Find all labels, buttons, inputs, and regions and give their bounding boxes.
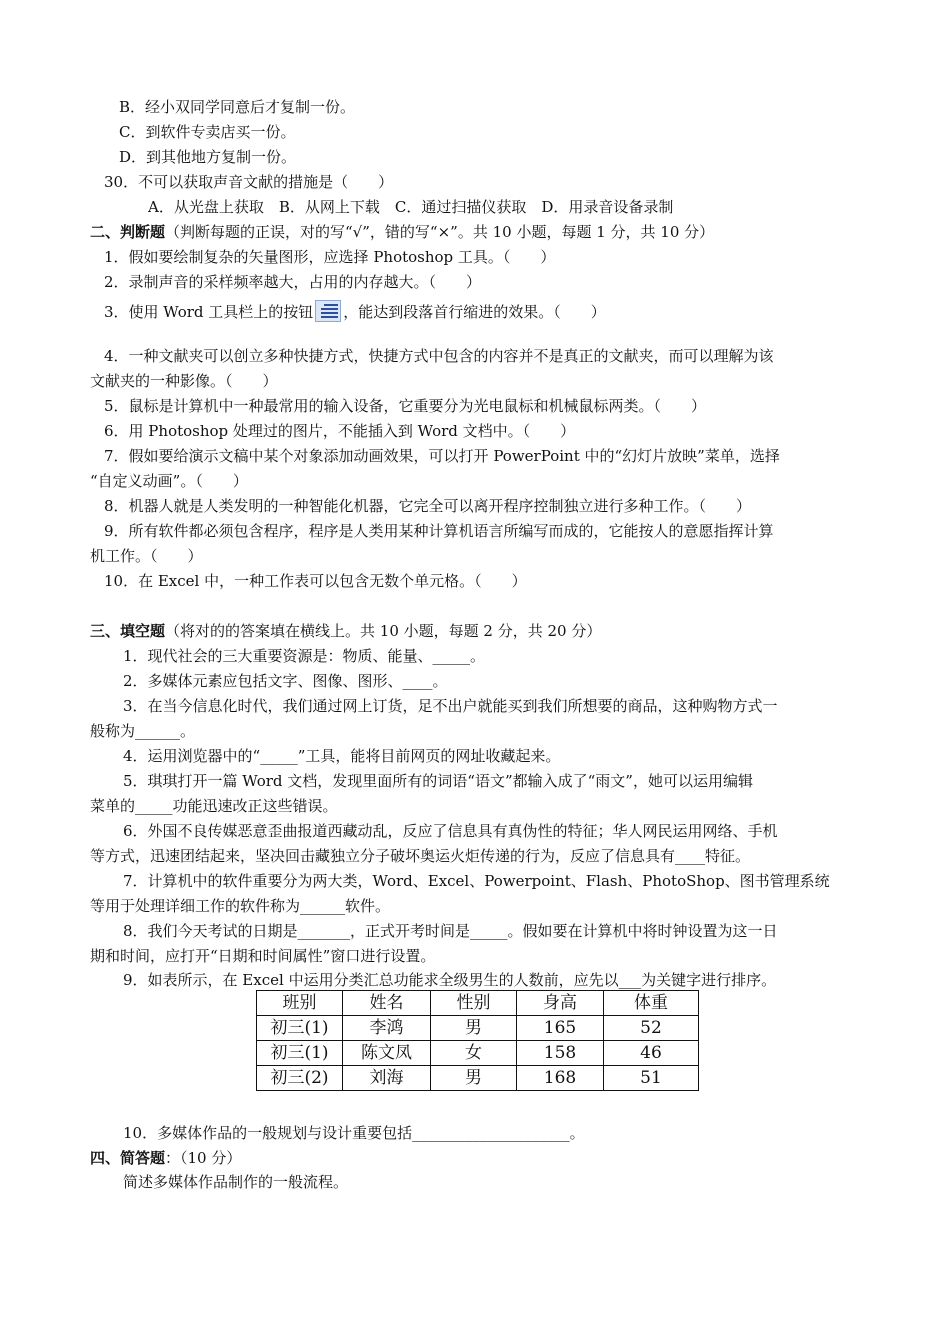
judge-4-line2: 文献夹的一种影像。（ ）	[90, 372, 278, 390]
judge-3	[104, 300, 606, 322]
table-header-row	[257, 991, 699, 1016]
fill-4: 4．运用浏览器中的“_____”工具，能将目前网页的网址收藏起来。	[123, 747, 561, 765]
table-cell: 165	[517, 1016, 604, 1041]
judge-3-text-b: ，能达到段落首行缩进的效果。（ ）	[343, 303, 606, 321]
fill-9: 9．如表所示，在 Excel 中运用分类汇总功能求全级男生的人数前，应先以___为关键字进行排序。	[123, 971, 777, 989]
short-answer-question: 简述多媒体作品制作的一般流程。	[123, 1173, 349, 1191]
fill-5-line1: 5．琪琪打开一篇 Word 文档，发现里面所有的词语“语文”都输入成了“雨文”，她可以运用编辑	[123, 772, 753, 790]
section-2-description: （判断每题的正误，对的写“√”，错的写“×”。共 10 小题，每题 1 分，共 10 分）	[165, 223, 715, 241]
fill-7-line1: 7．计算机中的软件重要分为两大类，Word、Excel、Powerpoint、Flash、PhotoShop、图书管理系统	[123, 872, 830, 890]
fill-6-line2: 等方式，迅速团结起来，坚决回击藏独立分子破坏奥运火炬传递的行为，反应了信息具有____特征。	[90, 847, 751, 865]
table-cell: 初三(2)	[257, 1066, 343, 1091]
option-c: C．到软件专卖店买一份。	[119, 123, 296, 141]
fill-10: 10．多媒体作品的一般规划与设计重要包括_____________________。	[123, 1124, 585, 1142]
section-3-title: 三、填空题	[90, 622, 166, 640]
student-table	[256, 990, 699, 1091]
judge-8: 8．机器人就是人类发明的一种智能化机器，它完全可以离开程序控制独立进行多种工作。（ ）	[104, 497, 752, 515]
fill-5-line2: 菜单的_____功能迅速改正这些错误。	[90, 797, 338, 815]
fill-1: 1．现代社会的三大重要资源是：物质、能量、_____。	[123, 647, 486, 665]
question-30: 30．不可以获取声音文献的措施是（ ）	[104, 173, 394, 191]
fill-8-line2: 期和时间，应打开“日期和时间属性”窗口进行设置。	[90, 947, 436, 965]
table-cell: 51	[604, 1066, 699, 1091]
table-cell: 52	[604, 1016, 699, 1041]
section-3-heading	[90, 621, 601, 641]
fill-7-line2: 等用于处理详细工作的软件称为______软件。	[90, 897, 391, 915]
table-row	[257, 1016, 699, 1041]
table-cell: 初三(1)	[257, 1041, 343, 1066]
fill-3-line2: 般称为______。	[90, 722, 196, 740]
section-4-description: ：（10 分）	[165, 1149, 242, 1167]
section-2-heading	[90, 222, 714, 242]
table-cell: 女	[431, 1041, 517, 1066]
question-30-options: A．从光盘上获取 B．从网上下载 C．通过扫描仪获取 D．用录音设备录制	[148, 198, 674, 216]
judge-1: 1．假如要绘制复杂的矢量图形，应选择 Photoshop 工具。（ ）	[104, 248, 556, 266]
fill-8-line1: 8．我们今天考试的日期是_______，正式开考时间是_____。假如要在计算机中将时钟设置为这一日	[123, 922, 778, 940]
judge-10: 10．在 Excel 中，一种工作表可以包含无数个单元格。（ ）	[104, 572, 527, 590]
section-4-title: 四、简答题	[90, 1149, 166, 1167]
section-2-title: 二、判断题	[90, 223, 166, 241]
judge-2: 2．录制声音的采样频率越大，占用的内存越大。（ ）	[104, 273, 482, 291]
judge-7-line2: “自定义动画”。（ ）	[90, 472, 248, 490]
fill-3-line1: 3．在当今信息化时代，我们通过网上订货，足不出户就能买到我们所想要的商品，这种购物方式一	[123, 697, 778, 715]
first-line-indent-icon	[315, 300, 341, 322]
judge-9-line1: 9．所有软件都必须包含程序，程序是人类用某种计算机语言所编写而成的，它能按人的意愿指挥计算	[104, 522, 774, 540]
table-header-cell: 班别	[257, 991, 343, 1016]
fill-2: 2．多媒体元素应包括文字、图像、图形、____。	[123, 672, 448, 690]
table-header-cell: 姓名	[343, 991, 431, 1016]
option-b: B．经小双同学同意后才复制一份。	[119, 98, 356, 116]
fill-6-line1: 6．外国不良传媒恶意歪曲报道西藏动乱，反应了信息具有真伪性的特征；华人网民运用网络、手机	[123, 822, 778, 840]
table-cell: 46	[604, 1041, 699, 1066]
table-cell: 刘海	[343, 1066, 431, 1091]
table-row	[257, 1041, 699, 1066]
table-cell: 158	[517, 1041, 604, 1066]
table-header-cell: 性别	[431, 991, 517, 1016]
judge-7-line1: 7．假如要给演示文稿中某个对象添加动画效果，可以打开 PowerPoint 中的“幻灯片放映”菜单，选择	[104, 447, 780, 465]
judge-3-text-a: 3．使用 Word 工具栏上的按钮	[104, 303, 314, 321]
table-header-cell: 体重	[604, 991, 699, 1016]
judge-5: 5．鼠标是计算机中一种最常用的输入设备，它重要分为光电鼠标和机械鼠标两类。（ ）	[104, 397, 707, 415]
table-cell: 男	[431, 1066, 517, 1091]
judge-4-line1: 4．一种文献夹可以创立多种快捷方式，快捷方式中包含的内容并不是真正的文献夹，而可以理解为该	[104, 347, 774, 365]
table-header-cell: 身高	[517, 991, 604, 1016]
table-row	[257, 1066, 699, 1091]
table-cell: 李鸿	[343, 1016, 431, 1041]
table-cell: 168	[517, 1066, 604, 1091]
option-d: D．到其他地方复制一份。	[119, 148, 297, 166]
table-cell: 初三(1)	[257, 1016, 343, 1041]
section-4-heading	[90, 1148, 241, 1168]
section-3-description: （将对的的答案填在横线上。共 10 小题，每题 2 分，共 20 分）	[165, 622, 602, 640]
judge-9-line2: 机工作。（ ）	[90, 547, 203, 565]
table-cell: 陈文凤	[343, 1041, 431, 1066]
judge-6: 6．用 Photoshop 处理过的图片，不能插入到 Word 文档中。（ ）	[104, 422, 576, 440]
table-cell: 男	[431, 1016, 517, 1041]
